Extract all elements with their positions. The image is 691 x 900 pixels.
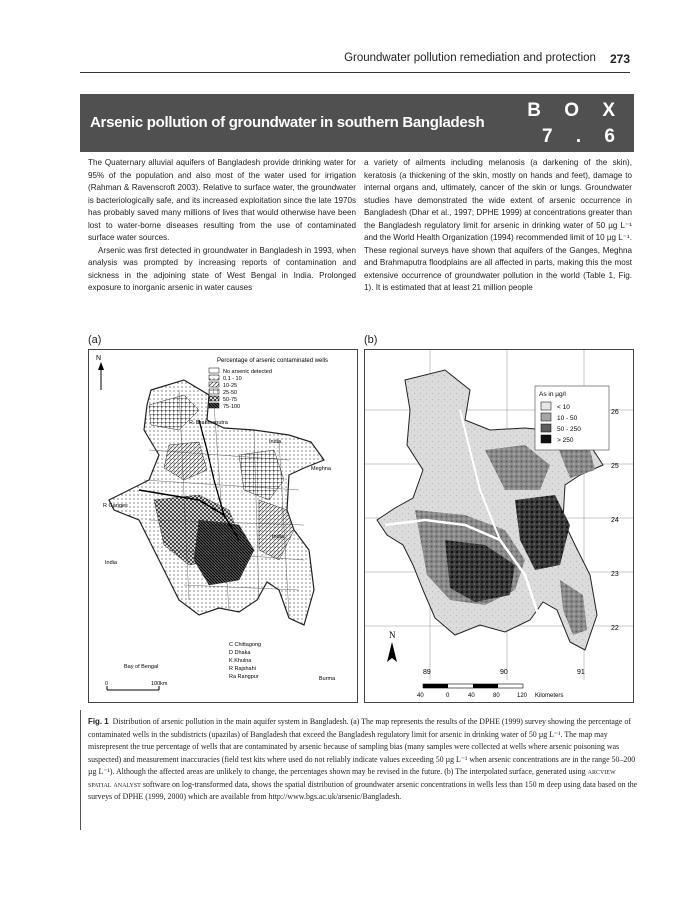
svg-text:Kilometers: Kilometers (535, 693, 564, 699)
svg-text:0: 0 (446, 693, 450, 699)
city-key-item: R Rajshahi (229, 666, 256, 672)
city-key-item: K Khulna (229, 658, 252, 664)
legend-label: > 250 (557, 437, 574, 444)
body-paragraph: a variety of ailments including melanosis (a darkening of the skin), keratosis (a thickening of the skin, mostly on hands and feet), damage to internal organs and, ultimately, cancer of the skin or lungs. Groundwater studies have demonstrated the wide extent of arsenic occurrence in Bangladesh (Dhar et al., 1997; DPHE 1999) at concentrations greater than the Bangladesh regulatory limit for arsenic in drinking water of 50 µg L⁻¹ and the World Health Organization (1994) recommended limit of 10 µg L⁻¹. These regional surveys have shown that aquifers of the Ganges, Meghna and Brahmaputra floodplains are all affected in parts, making this the most extensive occurrence of groundwater pollution in the world (Table 1, Fig. 1). It is estimated that at least 21 million people (364, 158, 632, 292)
running-title: Groundwater pollution remediation and protection (344, 52, 596, 64)
map-b-legend (535, 386, 609, 450)
place-label-meghna: Meghna (311, 466, 331, 472)
place-label-burma: Burma (319, 676, 336, 682)
north-label: N (96, 355, 102, 362)
svg-text:N: N (389, 630, 396, 640)
place-label-bay: Bay of Bengal (124, 664, 159, 670)
place-label-ganges: R Ganges (103, 503, 128, 509)
lat-label: 23 (611, 571, 619, 578)
map-a-legend-label: 75-100 (223, 404, 241, 410)
lon-label: 91 (577, 669, 585, 676)
map-a-contaminated-wells (88, 349, 358, 703)
map-a-legend-label: No arsenic detected (223, 369, 272, 375)
place-label-india-right: India (272, 534, 284, 540)
lat-label: 25 (611, 463, 619, 470)
legend-swatch (541, 435, 551, 443)
lat-label: 26 (611, 409, 619, 416)
caption-rule (80, 710, 81, 830)
legend-label: < 10 (557, 404, 570, 411)
city-key-item: Ra Rangpur (229, 674, 259, 680)
map-a-legend-label: 50-75 (223, 397, 238, 403)
box-title: Arsenic pollution of groundwater in southern Bangladesh (90, 114, 485, 131)
svg-text:80: 80 (493, 693, 500, 699)
map-a-legend-title: Percentage of arsenic contaminated wells (217, 358, 329, 364)
svg-text:40: 40 (417, 693, 424, 699)
city-key-item: D Dhaka (229, 650, 251, 656)
caption-software: arcview spatial analyst (88, 767, 616, 789)
city-key-item: C Chittagong (229, 642, 262, 648)
map-a-legend-label: 25-50 (223, 390, 238, 396)
svg-text:100km: 100km (151, 681, 168, 687)
svg-text:0: 0 (105, 681, 109, 687)
legend-swatch (541, 402, 551, 410)
svg-text:120: 120 (517, 693, 528, 699)
legend-swatch (541, 413, 551, 421)
panel-b-label: (b) (364, 334, 378, 346)
legend-label: 10 - 50 (557, 415, 578, 422)
lat-label: 24 (611, 517, 619, 524)
body-paragraph: Arsenic was first detected in groundwater in Bangladesh in 1993, when analysis was prompted by increasing reports of contamination and sickness in the adjoining state of West Bengal in India. Prolonged exposure to inorganic arsenic in water causes (88, 245, 356, 292)
map-b-legend-title: As in µg/l (539, 391, 566, 398)
caption-label: Fig. 1 (88, 717, 109, 726)
map-a-legend-label: 10-25 (223, 383, 238, 389)
legend-label: 50 - 250 (557, 426, 581, 433)
body-column-left (88, 157, 356, 295)
caption-text: Distribution of arsenic pollution in the main aquifer system in Bangladesh. (a) The map represents the results of the DPHE (1999) survey showing the percentage of contaminated wells in the subdistricts (upazilas) of Bangladesh that exceed the Bangladesh regulatory limit for arsenic in drinking water of 50 µg L⁻¹. The map may misrepresent the true percentage of wells that are contaminated by arsenic because of sampling bias (many samples were collected at wells where arsenic poisoning was suspected) and measurement inaccuracies (field test kits where used do not reliably indicate values exceeding 50 µg L⁻¹ when arsenic concentrations are in the range 50–200 µg L⁻¹). Although the affected areas are unlikely to change, the percentages shown may be revised in the future. (b) The interpolated surface, generated using (88, 717, 636, 776)
caption-text: software on log-transformed data, shows the spatial distribution of groundwater arsenic concentrations in wells less than 150 m deep using data based on the surveys of DPHE (1999, 2000) which are available from http://www.bgs.ac.uk/arsenic/Bangladesh. (88, 779, 638, 801)
body-paragraph: The Quaternary alluvial aquifers of Bangladesh provide drinking water for 95% of the population and also most of the water used for irrigation (Rahman & Ravenscroft 2003). Relative to surface water, the groundwater is bacteriologically safe, and its increased exploitation since the late 1970s has probably saved many millions of lives that would otherwise have been lost to water-borne diseases resulting from the use of contaminated surface water sources. (88, 158, 356, 242)
place-label-india-left: India (105, 560, 117, 566)
box-label (527, 98, 624, 150)
legend-swatch (541, 424, 551, 432)
map-b-interpolated-arsenic (364, 349, 634, 703)
place-label-brahmaputra: R. Brahmaputra (189, 420, 228, 426)
running-header (80, 52, 630, 73)
place-label-india-top: India (269, 439, 281, 445)
lon-label: 89 (423, 669, 431, 676)
box-label-line1: B O X (527, 100, 624, 121)
figure-caption (88, 716, 638, 804)
svg-text:40: 40 (468, 693, 475, 699)
map-a-legend-label: 0.1 - 10 (223, 376, 242, 382)
panel-a-label: (a) (88, 334, 102, 346)
box-label-line2: 7 . 6 (542, 126, 624, 147)
box-banner (80, 94, 634, 152)
body-column-right (364, 157, 632, 295)
lat-label: 22 (611, 625, 619, 632)
page-number: 273 (609, 52, 630, 66)
lon-label: 90 (500, 669, 508, 676)
